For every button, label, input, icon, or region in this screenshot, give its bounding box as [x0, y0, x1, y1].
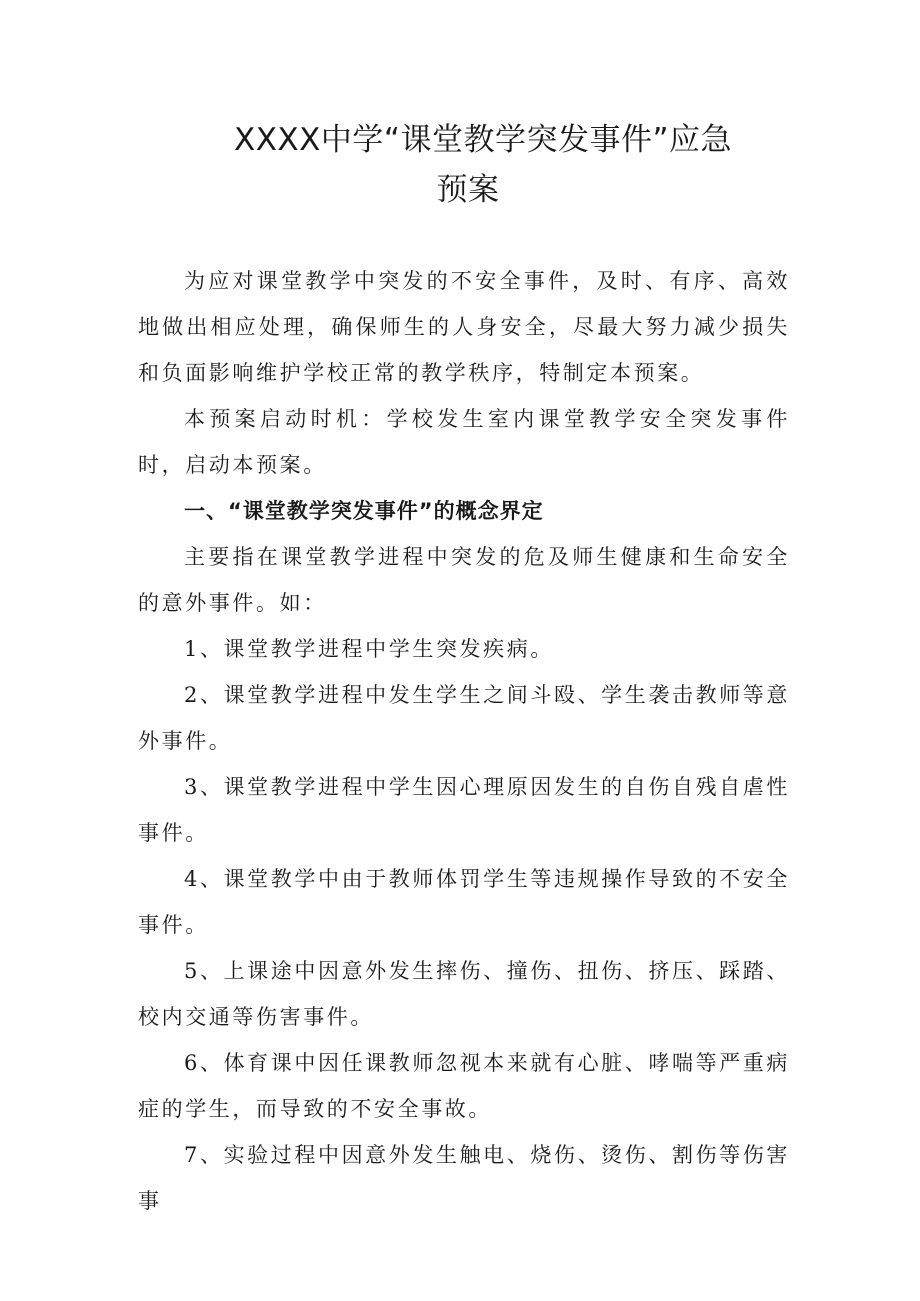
definition-paragraph: 主要指在课堂教学进程中突发的危及师生健康和生命安全的意外事件。如：: [138, 545, 790, 615]
list-item: 1、课堂教学进程中学生突发疾病。: [184, 637, 554, 661]
list-item: 3、课堂教学进程中学生因心理原因发生的自伤自残自虐性事件。: [138, 775, 790, 845]
document-title-line-2: 预案: [436, 172, 500, 208]
list-item: 5、上课途中因意外发生摔伤、撞伤、扭伤、挤压、踩踏、校内交通等伤害事件。: [138, 959, 790, 1029]
list-item: 4、课堂教学中由于教师体罚学生等违规操作导致的不安全事件。: [138, 867, 790, 937]
list-item: 6、体育课中因任课教师忽视本来就有心脏、哮喘等严重病症的学生，而导致的不安全事故。: [138, 1051, 790, 1121]
document-title-line-1: XXXX中学“课堂教学突发事件”应急: [233, 122, 733, 158]
list-item: 2、课堂教学进程中发生学生之间斗殴、学生袭击教师等意外事件。: [138, 683, 790, 753]
activation-paragraph: 本预案启动时机：学校发生室内课堂教学安全突发事件时，启动本预案。: [138, 407, 790, 477]
document-body: [138, 258, 790, 1224]
list-item: 7、实验过程中因意外发生触电、烧伤、烫伤、割伤等伤害事: [138, 1143, 790, 1213]
intro-paragraph: 为应对课堂教学中突发的不安全事件，及时、有序、高效地做出相应处理，确保师生的人身安全，尽最大努力减少损失和负面影响维护学校正常的教学秩序，特制定本预案。: [138, 269, 790, 385]
section-heading: 一、“课堂教学突发事件”的概念界定: [184, 499, 544, 523]
